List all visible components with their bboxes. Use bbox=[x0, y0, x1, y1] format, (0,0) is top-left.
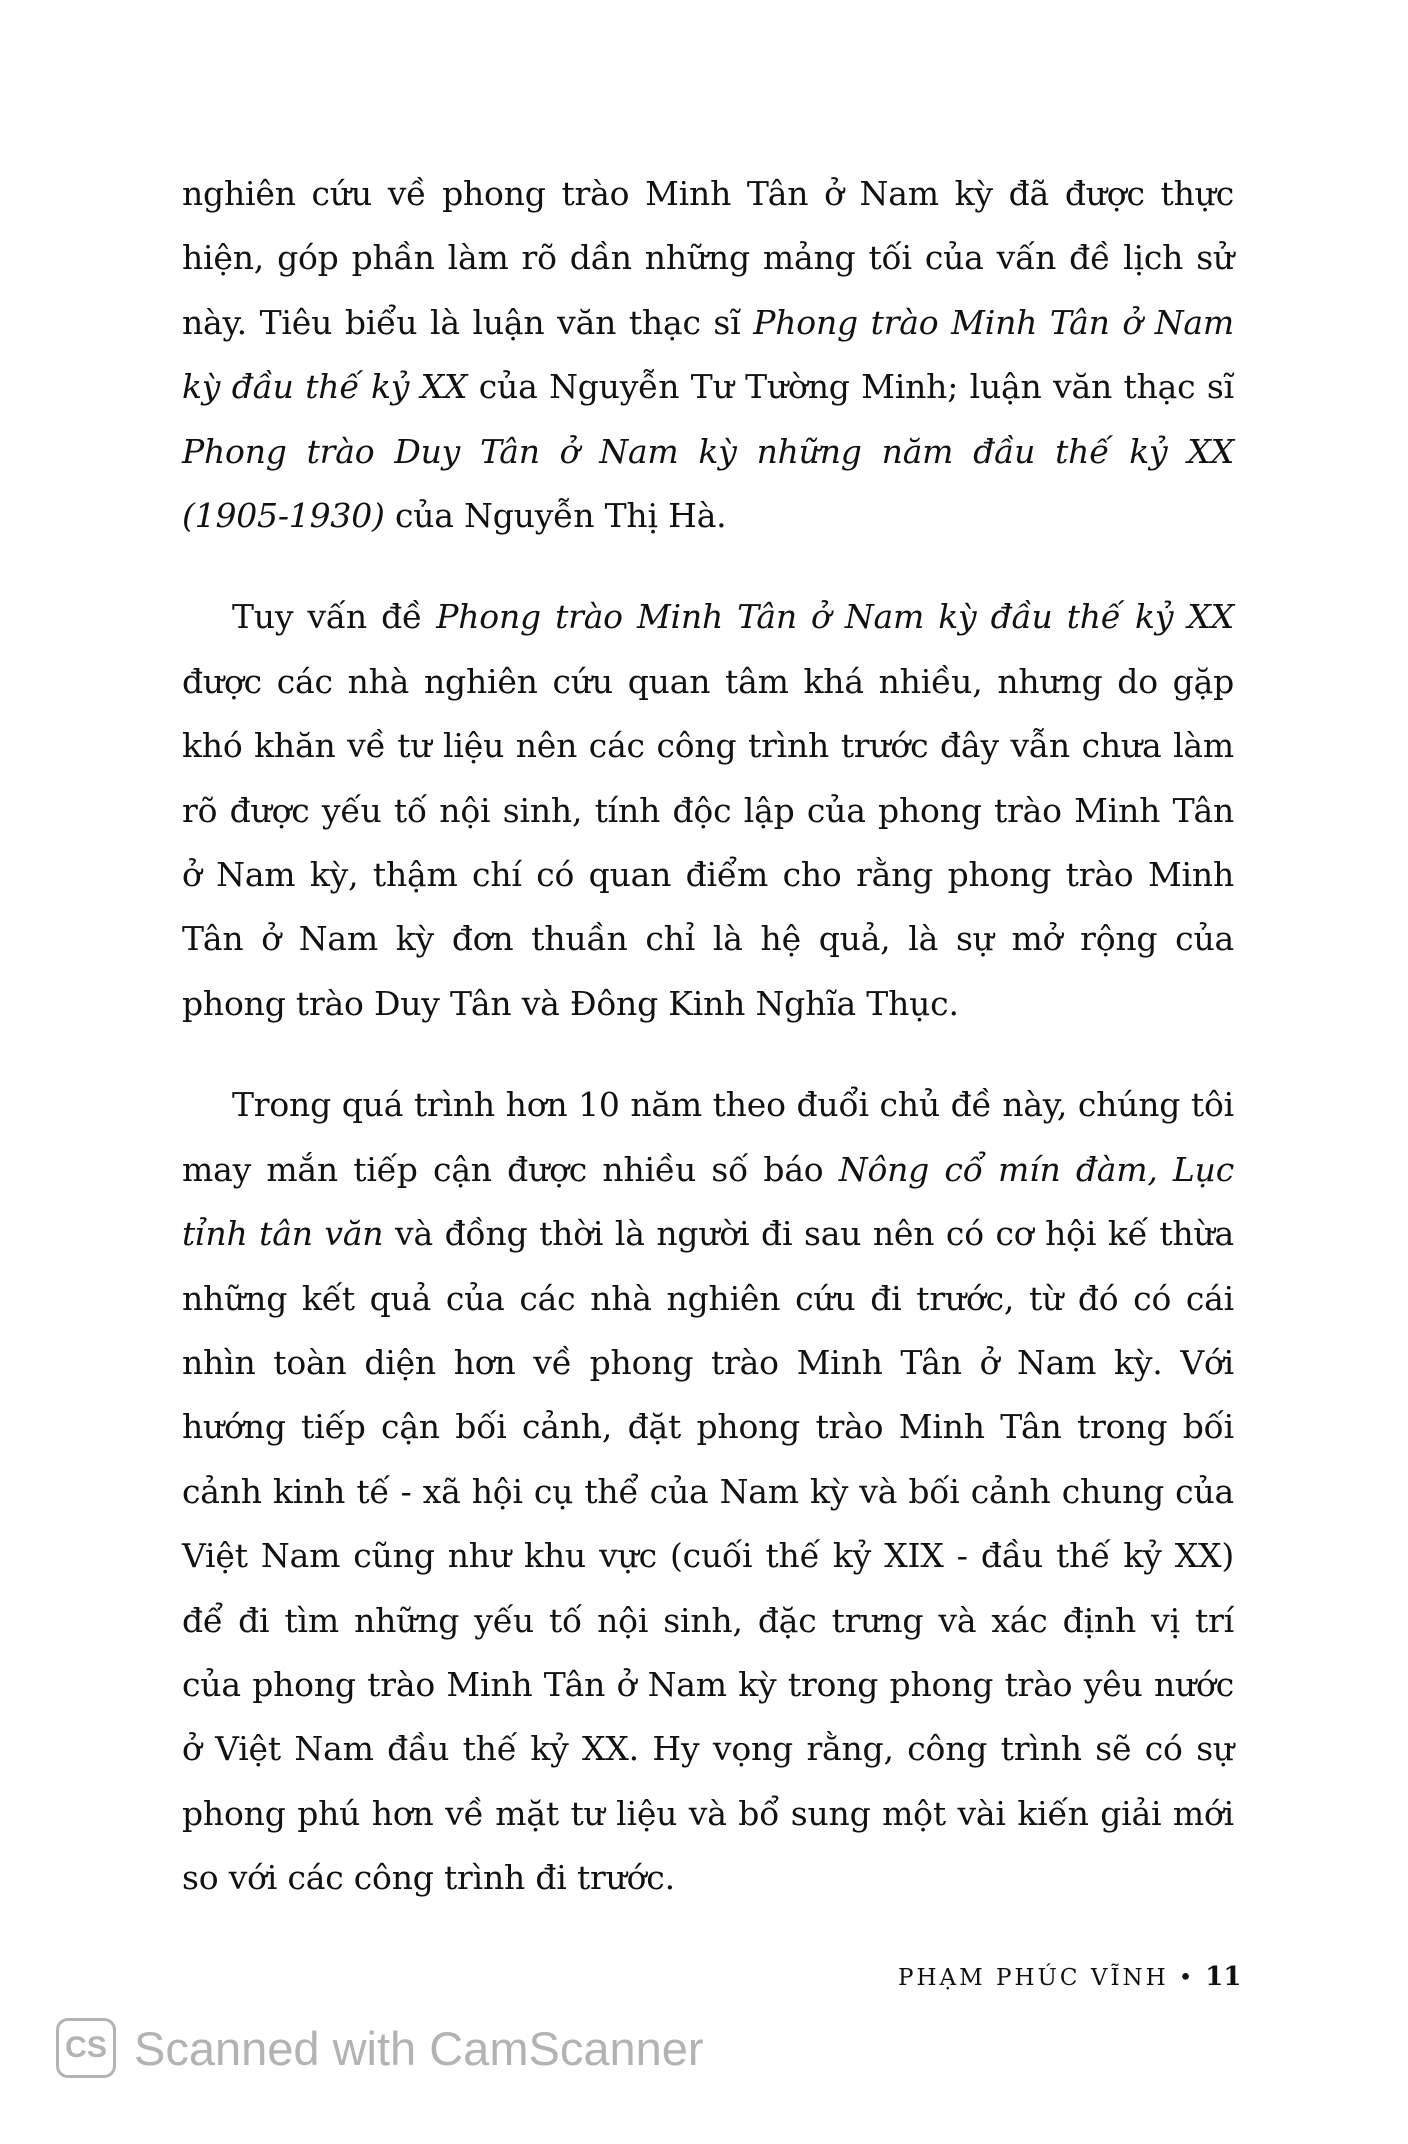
text-run: được các nhà nghiên cứu quan tâm khá nhiều, nhưng do gặp khó khăn về tư liệu nên các công trình trước đây vẫn chưa làm rõ được yếu tố nội sinh, tính độc lập của phong trào Minh Tân ở Nam kỳ, thậm chí có quan điểm cho rằng phong trào Minh Tân ở Nam kỳ đơn thuần chỉ là hệ quả, là sự mở rộng của phong trào Duy Tân và Đông Kinh Nghĩa Thục. bbox=[182, 661, 1234, 1023]
text-run: của Nguyễn Thị Hà. bbox=[384, 496, 727, 536]
running-footer bbox=[898, 1962, 1241, 1992]
italic-title: Phong trào Duy Tân ở Nam kỳ những năm đầu thế kỷ XX (1905-1930) bbox=[182, 431, 1234, 536]
camscanner-watermark bbox=[56, 2014, 704, 2082]
text-run: Tuy vấn đề bbox=[232, 597, 437, 637]
text-run: của Nguyễn Tư Tường Minh; luận văn thạc sĩ bbox=[467, 367, 1234, 407]
paragraph-1 bbox=[182, 162, 1234, 548]
italic-title: Nông cổ mín đàm, Lục tỉnh tân văn bbox=[182, 1149, 1234, 1254]
italic-title: Phong trào Minh Tân ở Nam kỳ đầu thế kỷ XX bbox=[182, 302, 1234, 407]
footer-author: PHẠM PHÚC VĨNH bbox=[898, 1965, 1169, 1991]
page-number: 11 bbox=[1205, 1962, 1242, 1992]
footer-bullet: • bbox=[1178, 1965, 1196, 1991]
watermark-text: Scanned with CamScanner bbox=[134, 2021, 704, 2075]
text-run: nghiên cứu về phong trào Minh Tân ở Nam kỳ đã được thực hiện, góp phần làm rõ dần những mảng tối của vấn đề lịch sử này. Tiêu biểu là luận văn thạc sĩ bbox=[182, 174, 1234, 342]
text-run: và đồng thời là người đi sau nên có cơ hội kế thừa những kết quả của các nhà nghiên cứu đi trước, từ đó có cái nhìn toàn diện hơn về phong trào Minh Tân ở Nam kỳ. Với hướng tiếp cận bối cảnh, đặt phong trào Minh Tân trong bối cảnh kinh tế - xã hội cụ thể của Nam kỳ và bối cảnh chung của Việt Nam cũng như khu vực (cuối thế kỷ XIX - đầu thế kỷ XX) để đi tìm những yếu tố nội sinh, đặc trưng và xác định vị trí của phong trào Minh Tân ở Nam kỳ trong phong trào yêu nước ở Việt Nam đầu thế kỷ XX. Hy vọng rằng, công trình sẽ có sự phong phú hơn về mặt tư liệu và bổ sung một vài kiến giải mới so với các công trình đi trước. bbox=[182, 1214, 1235, 1898]
camscanner-logo-icon: CS bbox=[56, 2018, 116, 2078]
text-run: Trong quá trình hơn 10 năm theo đuổi chủ đề này, chúng tôi may mắn tiếp cận được nhiều số báo bbox=[182, 1085, 1234, 1189]
italic-title: Phong trào Minh Tân ở Nam kỳ đầu thế kỷ XX bbox=[436, 597, 1234, 637]
paragraph-2 bbox=[182, 585, 1234, 1036]
paragraph-3 bbox=[182, 1073, 1234, 1910]
body-text bbox=[182, 162, 1234, 1911]
